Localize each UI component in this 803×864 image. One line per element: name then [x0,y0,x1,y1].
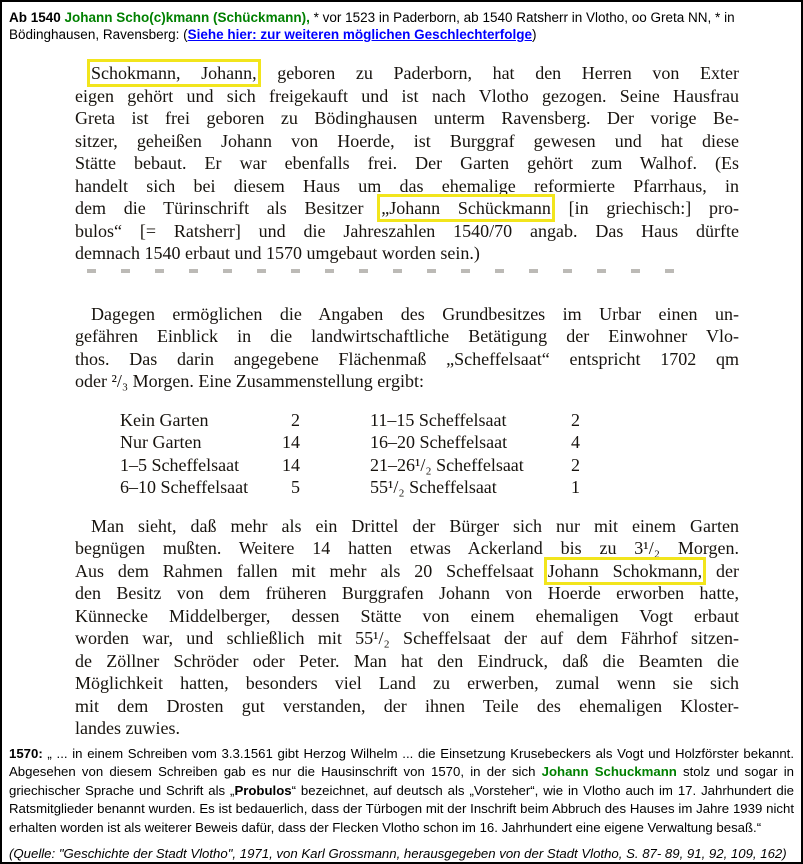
scan-text: Aus dem Rahmen fallen mit mehr als 20 Scheffelsaat [75,560,548,581]
scan-text-line [75,515,739,538]
scan-text: Künnecke Middelberger, dessen Stätte von einem ehemaligen Vogt erbaut [75,605,739,626]
scheffelsaat-table [75,409,739,499]
scan-text: handelt sich bei diesem Haus um das ehemalige reformierte Pfarrhaus, in [75,175,739,196]
scan-text-line [75,107,739,130]
scan-text-line [75,672,739,695]
header-year-label: Ab 1540 [9,10,65,25]
header-vita-text: * vor 1523 in Paderborn, ab 1540 Ratsherr in Vlotho, oo Greta NN, * in Bödinghausen, Ravensberg: ( [9,10,735,42]
header-person-name: Johann Scho(c)kmann (Schückmann), [64,10,310,25]
scan-text: Greta ist frei geboren zu Bödinghausen unterm Ravensberg. Der vorige Be- [75,108,739,128]
footnote-1570 [9,745,794,838]
scan-text: [in griechisch:] pro- [550,198,739,218]
scan-text: eigen gehört und sich freigekauft und ist nach Vlotho gezogen. Seine Hausfrau [75,85,739,106]
table-count-cell: 14 [282,432,300,452]
scan-text: Stätte bebaut. Er war ebenfalls frei. Der Garten gehört zum Walhof. (Es [75,153,739,173]
scan-text-line [75,303,739,326]
scan-text: Man sieht, daß mehr als ein Drittel der Bürger sich nur mit einem Garten [91,515,739,536]
table-label-cell: 11–15 Scheffelsaat [370,409,507,430]
scan-text: Möglichkeit hatten, besonders viel Land zu erwerben, zumal wenn sie sich [75,673,739,693]
scan-text-line [75,582,739,605]
scan-text-line [75,560,739,583]
highlighted-name: „Johann Schückmann [381,198,551,218]
table-label-cell: Nur Garten [120,432,202,452]
scan-text: dem die Türinschrift als Besitzer [75,198,382,218]
table-count-cell: 4 [571,432,580,452]
scan-text: oder ²/₃ Morgen. Eine Zusammenstellung ergibt: [75,371,424,391]
scan-text: thos. Das darin angegebene Flächenmaß „Scheffelsaat“ entspricht 1702 qm [75,348,739,369]
scan-text-line [75,175,739,198]
footnote-text-3: “ bezeichnet, auf deutsch als „Vorsteher“, wie in Vlotho auch im 17. Jahrhundert die Ratsmitglieder benannt wurden. Es ist bedauerlich, dass der Türbogen mit der Inschrift beim Abbruch des Hauses im Jahre 1939 nicht erhalten worden ist als weiterer Beweis dafür, dass der Flecken Vlotho schon im 16. Jahrhundert eine eigene Verwaltung besaß.“ [9,782,794,835]
scan-text: bulos“ [= Ratsherr] und die Jahreszahlen 1540/70 angab. Das Haus dürfte [75,220,739,241]
table-count-cell: 14 [282,454,300,475]
scan-text-line [75,197,739,220]
scan-text: begnügen mußten. Weitere 14 hatten etwas Ackerland bis zu 3¹/₂ Morgen. [75,538,739,558]
scan-text-line [75,605,739,628]
footnote-text-2: stolz und sogar in griechischer Sprache und Schrift als „ [9,764,795,798]
scan-text: geboren zu Paderborn, hat den Herren von Exter [256,63,740,83]
table-count-cell: 2 [571,454,580,475]
cropped-line-artifact [87,269,687,273]
header-close-paren: ) [531,27,537,42]
scan-text-line [75,130,739,153]
table-label-cell: Kein Garten [120,409,209,430]
scan-text: landes zuwies. [75,718,180,738]
scan-paragraph [75,515,739,740]
book-scan-excerpt-1 [75,62,739,273]
footnote-text-1: „ ... in einem Schreiben vom 3.3.1561 gibt Herzog Wilhelm ... die Einsetzung Krusebeckers als Vogt und Holzförster bekannt. Abgesehen von diesem Schreiben gab es nur die Hausinschrift von 1570, in der sich [9,745,794,779]
scan-text-line [75,85,739,108]
scan-text-line [75,627,739,650]
scan-text-line [75,220,739,243]
table-count-cell: 1 [571,477,580,497]
footnote-year-label: 1570: [9,745,43,761]
scan-text: der [702,560,739,581]
scan-text-line [75,348,739,371]
source-citation: (Quelle: "Geschichte der Stadt Vlotho", 1971, von Karl Grossmann, herausgegeben von der Stadt Vlotho, S. 87- 89, 91, 92, 109, 162) [9,846,787,861]
table-count-cell: 5 [291,477,300,497]
scan-text-line [75,717,739,740]
scan-text-line [75,370,739,393]
scan-paragraph [75,62,739,265]
highlighted-name: Johann Schokmann, [547,560,703,581]
scan-text-line [75,242,739,265]
scan-text-line [75,537,739,560]
table-label-cell: 55¹/₂ Scheffelsaat [370,477,497,497]
scan-text: de Zöllner Schröder oder Peter. Man hat den Eindruck, daß die Beamten die [75,650,739,671]
probulos-term: Probulos [234,782,292,798]
footnote-person-name: Johann Schuckmann [541,764,677,779]
scan-text-line [75,325,739,348]
scan-text-line [75,650,739,673]
scan-text: gefähren Einblick in die landwirtschaftliche Betätigung der Einwohner Vlo- [75,326,739,346]
highlighted-name: Schokmann, Johann, [91,63,257,83]
table-label-cell: 16–20 Scheffelsaat [370,432,508,452]
scan-text: mit dem Drosten gut verstanden, der ihnen Teile des ehemaligen Kloster- [75,695,739,716]
genealogy-link[interactable]: Siehe hier: zur weiteren möglichen Geschlechterfolge [187,27,532,42]
table-count-cell: 2 [291,409,300,430]
table-label-cell: 1–5 Scheffelsaat [120,454,240,475]
table-label-cell: 21–26¹/₂ Scheffelsaat [370,454,524,475]
scan-text: Dagegen ermöglichen die Angaben des Grundbesitzes im Urbar einen un- [91,303,739,324]
table-label-cell: 6–10 Scheffelsaat [120,477,249,497]
header [2,2,801,43]
scan-text: den Besitz von dem früheren Burggrafen Johann von Hoerde erworben hatte, [75,583,739,603]
scan-text-line [75,695,739,718]
scan-text: sitzer, geheißen Johann von Hoerde, ist Burggraf gewesen und hat diese [75,130,739,151]
scan-text: worden war, und schließlich mit 55¹/₂ Scheffelsaat der auf dem Fährhof sitzen- [75,628,739,648]
scan-paragraph [75,303,739,393]
scan-text-line [75,152,739,175]
book-scan-excerpt-2 [75,303,739,740]
scan-text-line [75,62,739,85]
table-count-cell: 2 [571,409,580,430]
scan-text: demnach 1540 erbaut und 1570 umgebaut worden sein.) [75,243,480,263]
